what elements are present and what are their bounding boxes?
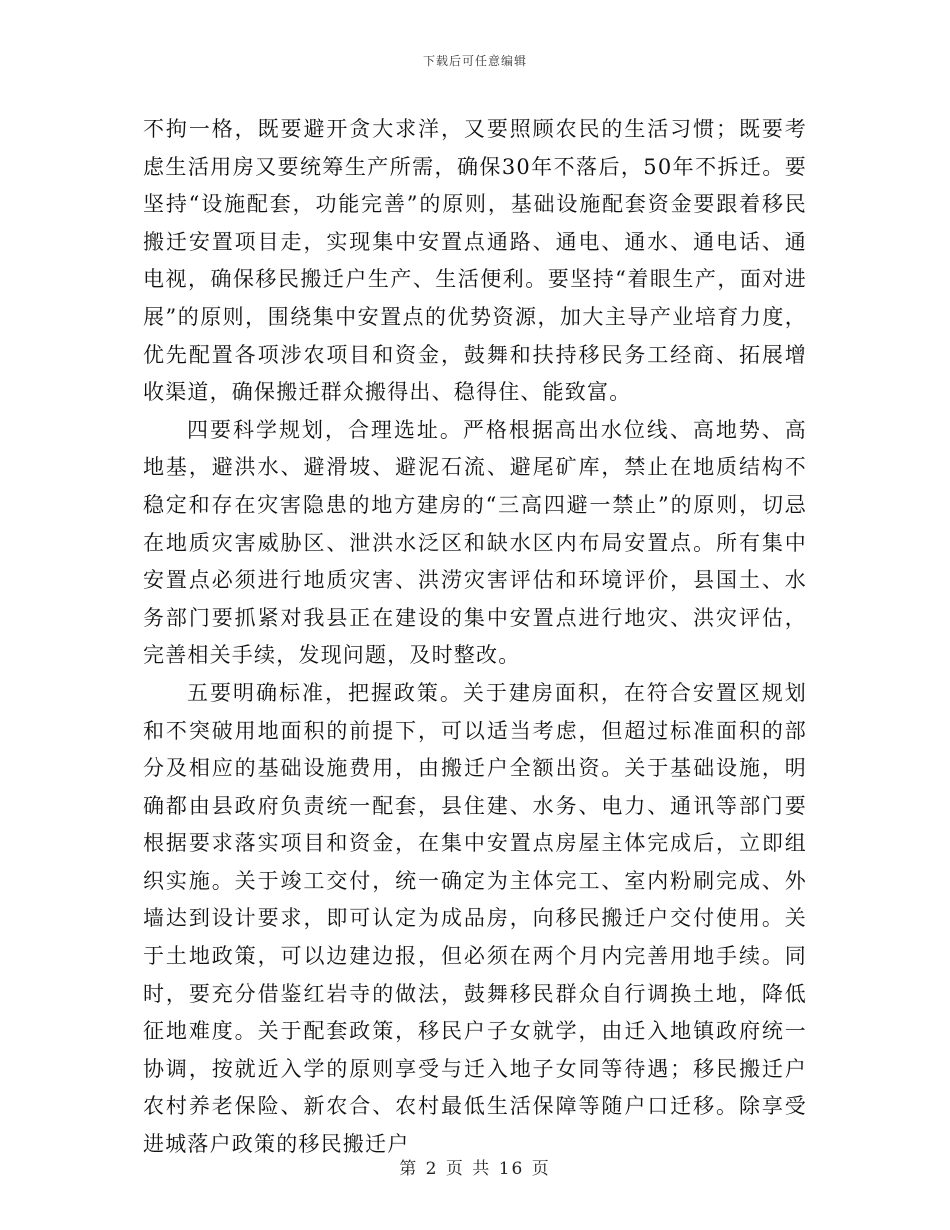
paragraph-site-selection: 四要科学规划，合理选址。严格根据高出水位线、高地势、高地基，避洪水、避滑坡、避泥石流、避尾矿库，禁止在地质结构不稳定和存在灾害隐患的地方建房的“三高四避一禁止”的原则，切忌在地质灾害威胁区、泄洪水泛区和缺水区内布局安置点。所有集中安置点必须进行地质灾害、洪涝灾害评估和环境评价，县国土、水务部门要抓紧对我县正在建设的集中安置点进行地灾、洪灾评估，完善相关手续，发现问题，及时整改。 (143, 417, 807, 668)
page-number-footer: 第 2 页 共 16 页 (399, 1159, 551, 1179)
paragraph-standards-policy: 五要明确标准，把握政策。关于建房面积，在符合安置区规划和不突破用地面积的前提下，可以适当考虑，但超过标准面积的部分及相应的基础设施费用，由搬迁户全额出资。关于基础设施，明确都由县政府负责统一配套，县住建、水务、电力、通讯等部门要根据要求落实项目和资金，在集中安置点房屋主体完成后，立即组织实施。关于竣工交付，统一确定为主体完工、室内粉刷完成、外墙达到设计要求，即可认定为成品房，向移民搬迁户交付使用。关于土地政策，可以边建边报，但必须在两个月内完善用地手续。同时，要充分借鉴红岩寺的做法，鼓舞移民群众自行调换土地，降低征地难度。关于配套政策，移民户子女就学，由迁入地镇政府统一协调，按就近入学的原则享受与迁入地子女同等待遇；移民搬迁户农村养老保险、新农合、农村最低生活保障等随户口迁移。除享受进城落户政策的移民搬迁户 (143, 680, 807, 1157)
paragraph-continued: 不拘一格，既要避开贪大求洋，又要照顾农民的生活习惯；既要考虑生活用房又要统筹生产所需，确保30年不落后，50年不拆迁。要坚持“设施配套，功能完善”的原则，基础设施配套资金要跟着移民搬迁安置项目走，实现集中安置点通路、通电、通水、通电话、通电视，确保移民搬迁户生产、生活便利。要坚持“着眼生产，面对进展”的原则，围绕集中安置点的优势资源，加大主导产业培育力度，优先配置各项涉农项目和资金，鼓舞和扶持移民务工经商、拓展增收渠道，确保搬迁群众搬得出、稳得住、能致富。 (143, 117, 807, 405)
document-body (143, 111, 807, 1164)
page-header-note: 下载后可任意编辑 (422, 54, 527, 68)
